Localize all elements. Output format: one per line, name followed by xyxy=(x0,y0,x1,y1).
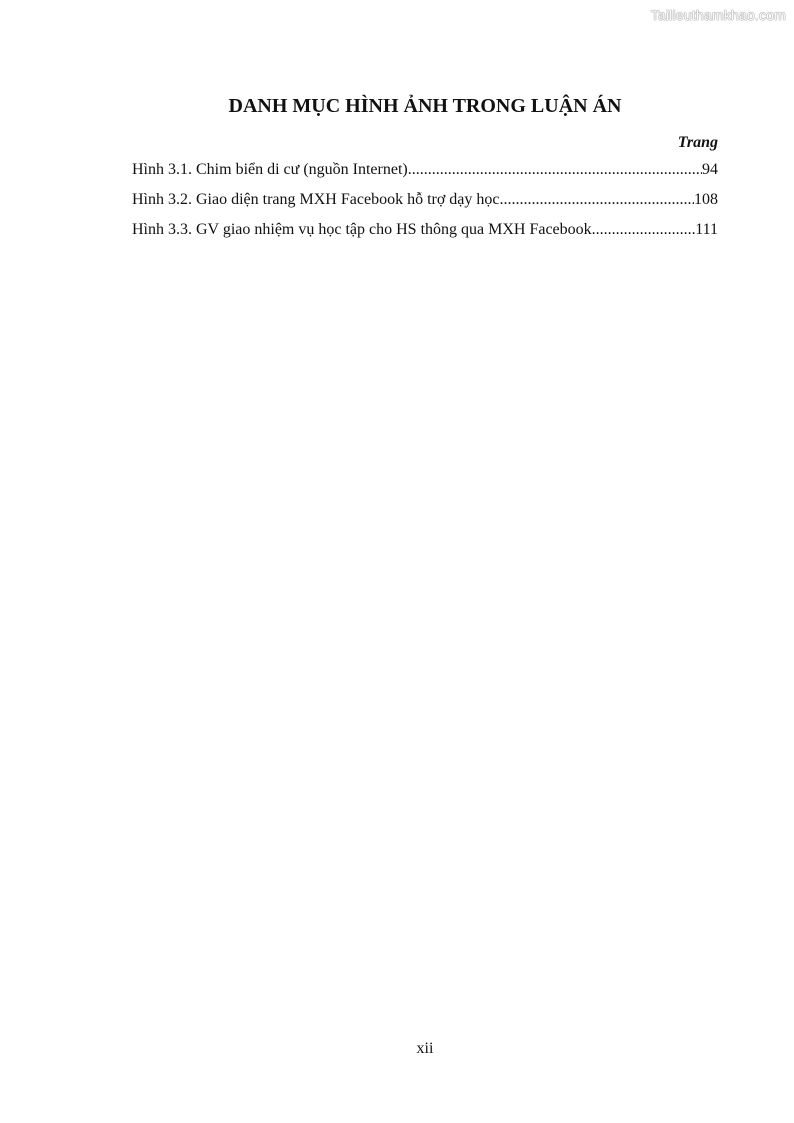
page-column-header: Trang xyxy=(677,134,718,151)
figure-entry-page: 111 xyxy=(695,221,718,238)
figure-entry-label: Hình 3.3. GV giao nhiệm vụ học tập cho HS thông qua MXH Facebook xyxy=(132,221,592,238)
figure-entry-label: Hình 3.1. Chim biển di cư (nguồn Internet) xyxy=(132,161,408,178)
page-number: xii xyxy=(416,1040,434,1057)
figure-entry[interactable] xyxy=(132,221,718,251)
figure-entry[interactable] xyxy=(132,161,718,191)
dot-leader xyxy=(408,161,702,179)
figure-entry-page: 94 xyxy=(702,161,718,178)
figure-entry-page: 108 xyxy=(694,191,718,208)
page-title: DANH MỤC HÌNH ẢNH TRONG LUẬN ÁN xyxy=(228,95,622,117)
figure-list xyxy=(132,161,718,251)
dot-leader xyxy=(500,191,695,209)
figure-entry-label: Hình 3.2. Giao diện trang MXH Facebook hỗ trợ dạy học xyxy=(132,191,500,208)
figure-entry[interactable] xyxy=(132,191,718,221)
watermark: Tailieuthamkhao.com xyxy=(650,7,786,23)
dot-leader xyxy=(592,221,696,239)
